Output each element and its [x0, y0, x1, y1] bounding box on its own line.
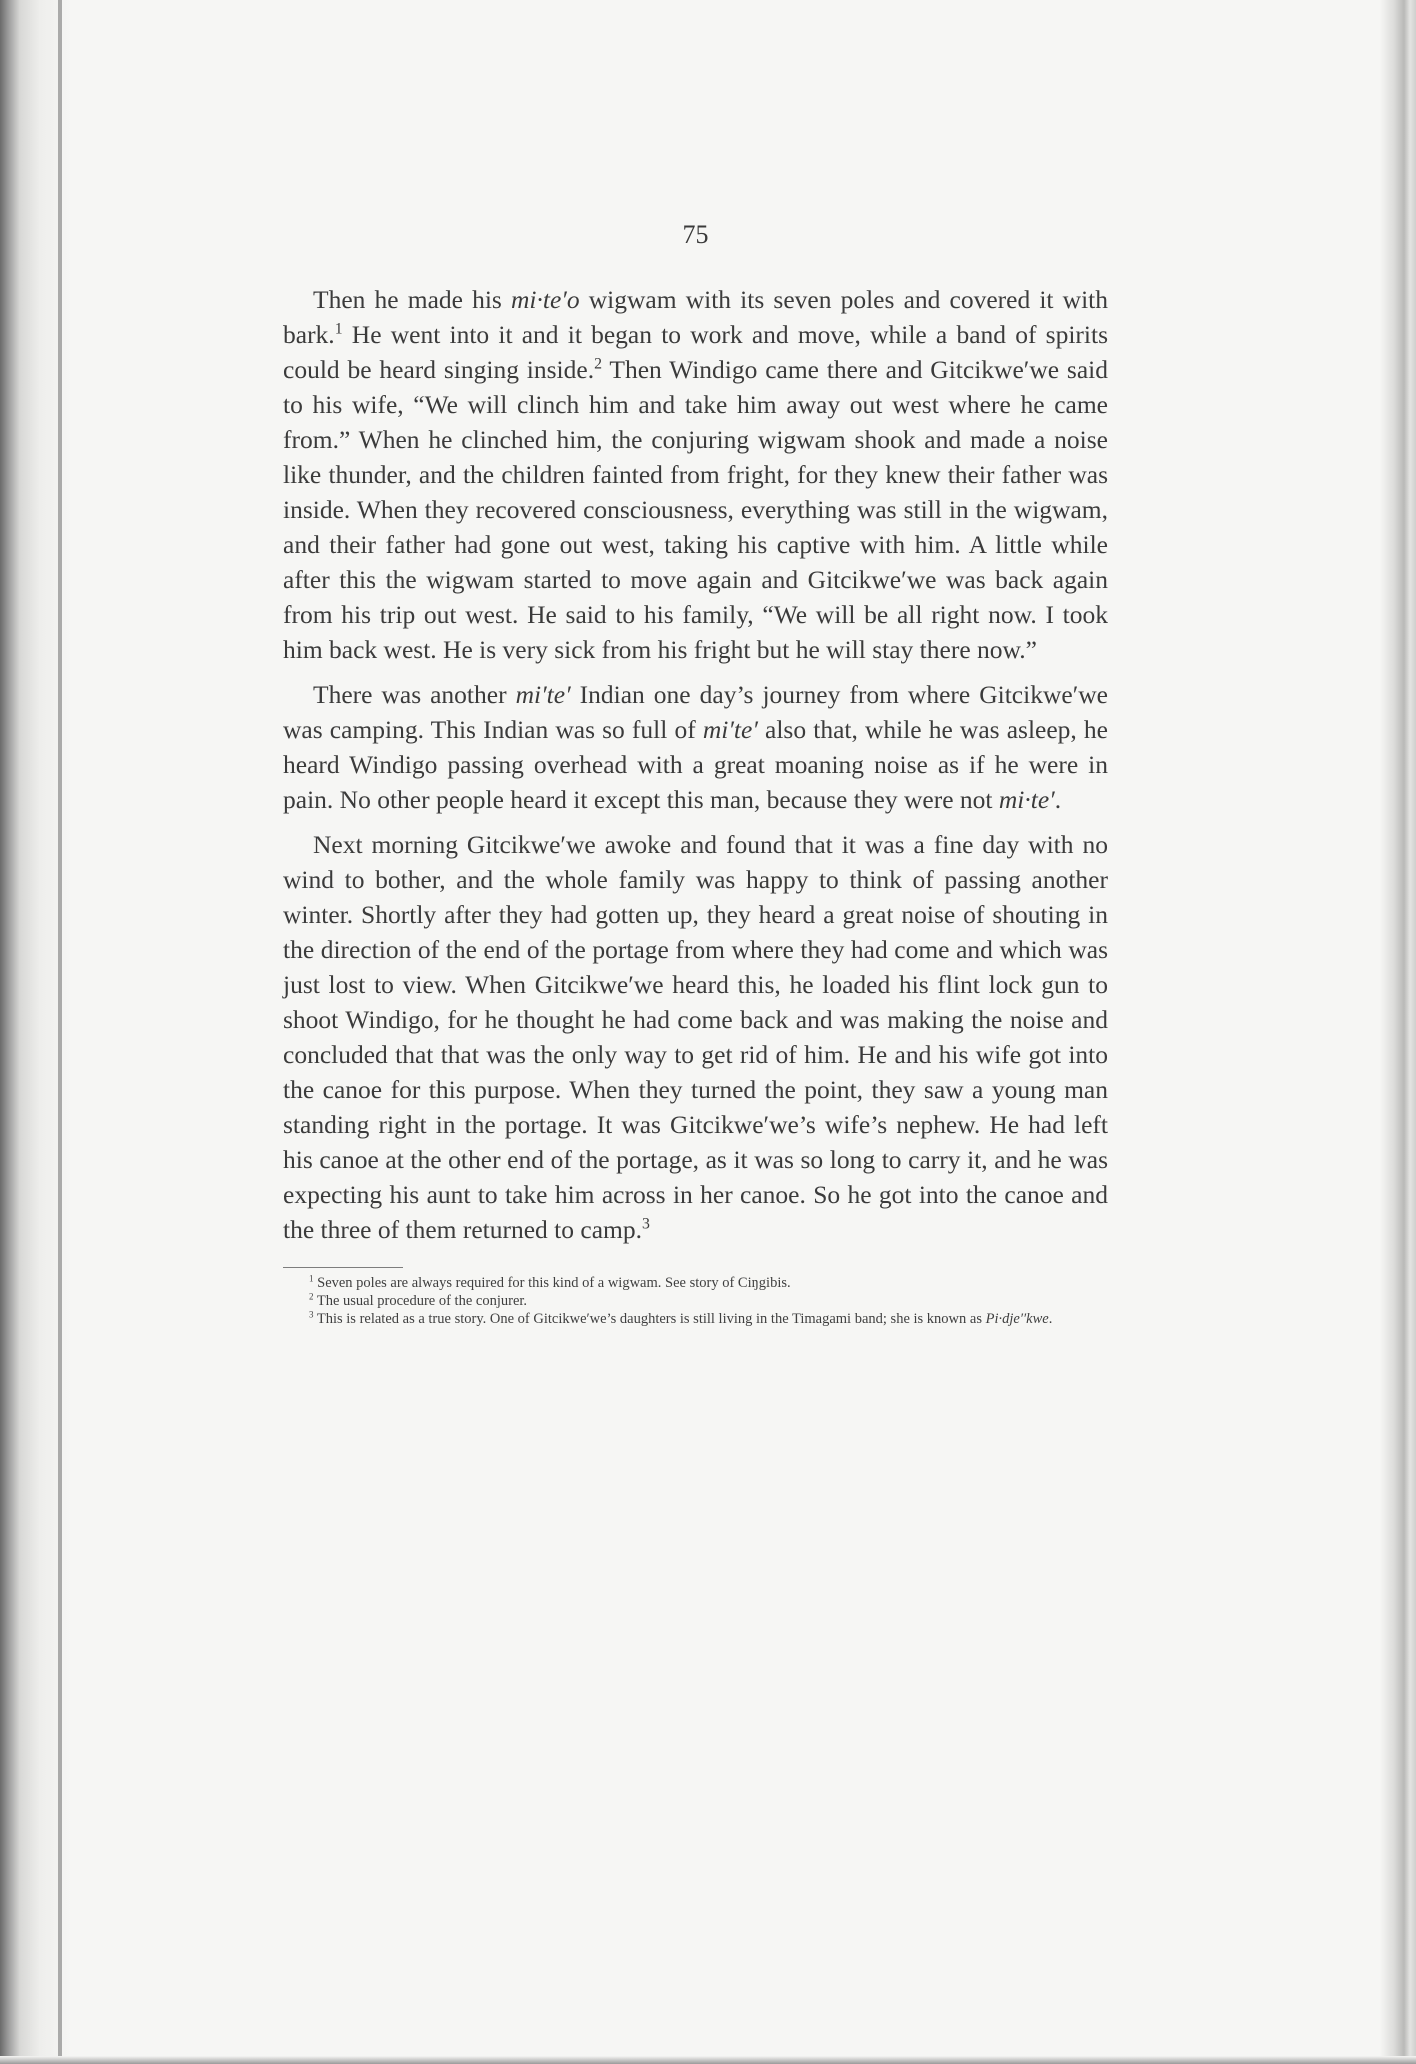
- footnote-marker: 1: [309, 1273, 314, 1284]
- page-content: [283, 220, 1108, 1328]
- italic-term: mi·te′o: [511, 285, 580, 314]
- text-run: Next morning Gitcikwe′we awoke and found that it was a fine day with no wind to bother, and the whole family was happy to think of passing another winter. Shortly after they had gotten up, they heard a great noise of shouting in the direction of the end of the portage from where they had come and which was just lost to view. When Gitcikwe′we heard this, he loaded his flint lock gun to shoot Windigo, for he thought he had come back and was making the noise and concluded that that was the only way to get rid of him. He and his wife got into the canoe for this purpose. When they turned the point, they saw a young man standing right in the portage. It was Gitcikwe′we’s wife’s nephew. He had left his canoe at the other end of the portage, as it was so long to carry it, and he was expecting his aunt to take him across in her canoe. So he got into the canoe and the three of them returned to camp.: [283, 830, 1108, 1244]
- footnote-marker: 2: [309, 1291, 314, 1302]
- footnote-marker: 3: [641, 1215, 650, 1233]
- text-run: wigwam with its seven poles and covered it with bark.: [283, 285, 1108, 349]
- footnote: [283, 1292, 1108, 1310]
- footnote: [283, 1274, 1108, 1292]
- footnote: [283, 1310, 1108, 1328]
- page-edge-bottom: [0, 2056, 1416, 2064]
- text-run: Then Windigo came there and Gitcikwe′we said to his wife, “We will clinch him and take him away out west where he came from.” When he clinched him, the conjuring wigwam shook and made a noise like thunder, and the children fainted from fright, for they knew their father was inside. When they recovered consciousness, everything was still in the wigwam, and their father had gone out west, taking his captive with him. A little while after this the wigwam started to move again and Gitcikwe′we was back again from his trip out west. He said to his family, “We will be all right now. I took him back west. He is very sick from his fright but he will stay there now.”: [283, 355, 1108, 664]
- binding-line: [58, 0, 62, 2064]
- text-run: .: [1048, 1311, 1053, 1327]
- body-paragraph: [283, 282, 1108, 667]
- italic-term: mi·te′: [998, 785, 1055, 814]
- text-run: The usual procedure of the conjurer.: [313, 1293, 528, 1309]
- italic-term: Pi·dje′′kwe: [985, 1311, 1049, 1327]
- footnote-marker: 3: [309, 1309, 314, 1320]
- page-number: 75: [682, 220, 709, 249]
- italic-term: mi′te′: [702, 715, 758, 744]
- footnote-rule: [283, 1267, 403, 1268]
- footnote-marker: 1: [334, 320, 343, 338]
- text-run: There was another: [313, 680, 516, 709]
- page-edge-right: [1380, 0, 1416, 2064]
- text-run: .: [1054, 785, 1062, 814]
- body-paragraph: [283, 827, 1108, 1247]
- italic-term: mi′te′: [515, 680, 571, 709]
- text-run: Seven poles are always required for this kind of a wigwam. See story of Ciŋgibis.: [313, 1275, 791, 1291]
- text-run: Indian one day’s journey from where Gitcikwe′we was camping. This Indian was so full of: [283, 680, 1109, 744]
- footnote-marker: 2: [594, 355, 602, 373]
- text-run: also that, while he was asleep, he heard Windigo passing overhead with a great moaning noise as if he were in pain. No other people heard it except this man, because they were not: [283, 715, 1108, 814]
- text-run: This is related as a true story. One of Gitcikwe′we’s daughters is still living in the Timagami band; she is known as: [313, 1311, 986, 1327]
- text-run: Then he made his: [313, 285, 511, 314]
- body-paragraph: [283, 677, 1108, 817]
- text-run: He went into it and it began to work and move, while a band of spirits could be heard singing inside.: [283, 320, 1108, 384]
